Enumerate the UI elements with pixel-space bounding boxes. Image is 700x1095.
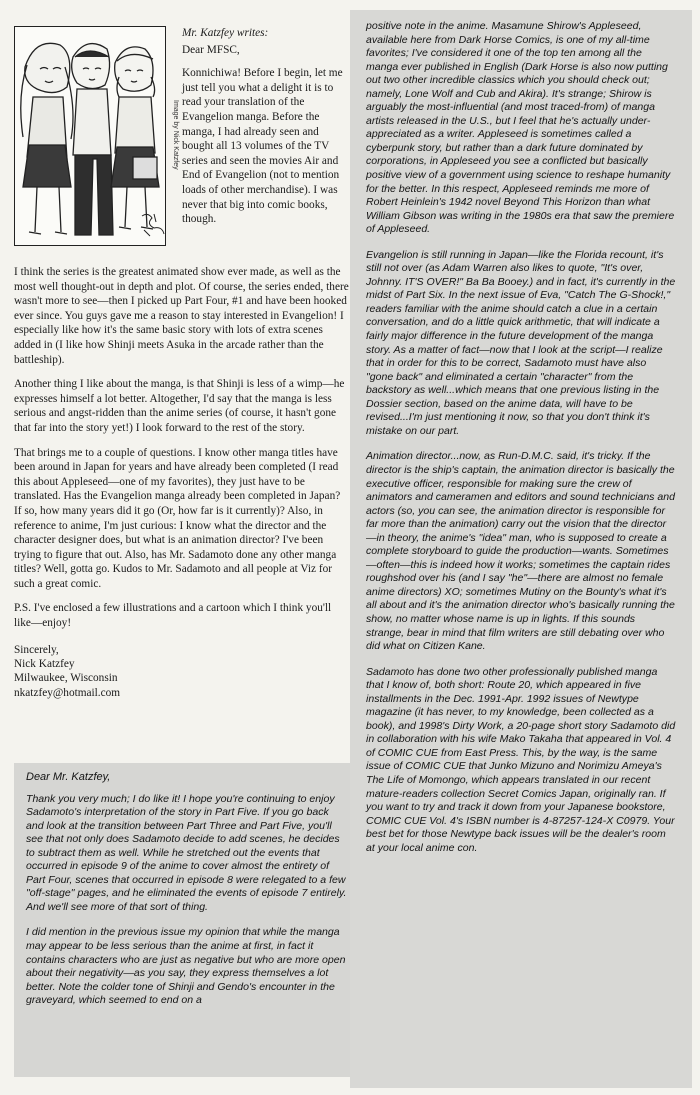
- letter-author-email: nkatzfey@hotmail.com: [14, 686, 121, 699]
- letter-byline: Mr. Katzfey writes:: [182, 27, 269, 39]
- editor-reply-right: [350, 10, 692, 1088]
- letter-closing: Sincerely,: [14, 643, 59, 656]
- reply-paragraph: I did mention in the previous issue my opinion that while the manga may appear to be less serious than the anime at first, in fact it contains characters who are just as negative but who are more open about their negativity—as you say, they express themselves a lot better. Note the colder tone of Shinji and Gendo's encounter in the graveyard, which seemed to end on a: [26, 926, 346, 1007]
- letter-salutation: Dear MFSC,: [182, 43, 240, 56]
- letter-author-name: Nick Katzfey: [14, 658, 75, 671]
- letter-intro-paragraph: Konnichiwa! Before I begin, let me just tell you what a delight it is to read your translation of the Evangelion manga. Before the manga, I had already seen and bought all 13 volumes of the TV series and seen the movies Air and End of Evangelion (not to mention loads of other merchandise). I was never that big into comic books, though.: [182, 67, 343, 226]
- letter-author-location: Milwaukee, Wisconsin: [14, 672, 118, 685]
- illustration-credit: Image by Nick Katzfey: [172, 100, 179, 170]
- reply-paragraph: Evangelion is still running in Japan—like the Florida recount, it's still not over (as Adam Warren also likes to quote, "It's over, Johnny. IT'S OVER!" Ba Ba Booey.) and in fact, it's currently in the midst of Part Six. In the next issue of Eva, "Catch The G-Shock!," readers familiar with the anime should catch a clue in a certain conversation, and do a little quick arithmetic, that will indicate a fairly major difference in the future development of the manga story. As a matter of fact—now that I look at the script—I realize that in order for this to be correct, Sadamoto must have also "gone back" and eliminated a certain "character" from the backstory as well...which means that one previous listing in the Dossier section, based on the anime data, will have to be revised...I'm just mentioning it now, so that you don't think it's mistake on our part.: [366, 248, 676, 437]
- letter-intro: [182, 26, 350, 227]
- reply-salutation: Dear Mr. Katzfey,: [26, 771, 111, 783]
- reply-paragraph: Animation director...now, as Run-D.M.C. said, it's tricky. If the director is the ship's captain, the animation director is basically the executive officer, responsible for making sure the crew of animators and cameramen and editors and sound technicians and actors (so, you can see, the animation director is responsible for far more than the animation) carry out the vision that the director—in theory, the anime's "idea" man, who is supposed to create a complete storyboard to guide the production—wants. Sometimes—often—this is indeed how it works; sometimes the captain rides roughshod over his (and I say "he"—there are almost no female anime directors) XO; sometimes Mutiny on the Bounty's what it's all about and it's the animation director who's basically running the show, no matter whose name is up in lights. If this sounds strange, bear in mind that film writers are still debating over who did what on Citizen Kane.: [366, 450, 675, 653]
- letter-body: [14, 265, 350, 700]
- letter-paragraph: I think the series is the greatest animated show ever made, as well as the most well thought-out in depth and plot. Of course, the series ended, there wasn't more to see—then I picked up Part Four, #1 and have been hooked ever since. You guys gave me a reason to stay interested in Evangelion! I especially like how it's the same basic story with lots of extra scenes added in (I like how Shinji meets Asuka in the arcade rather than the battleship).: [14, 266, 349, 366]
- letter-signature: [14, 643, 350, 701]
- letter-paragraph: That brings me to a couple of questions. I know other manga titles have been around in Japan for years and have already been completed (I read this about Appleseed—one of my favorites), they just have to be translated. Has the Evangelion manga already been completed in Japan? If so, how many years did it go (Or, how far is it currently)? Also, in reference to anime, I'm just curious: I know what the director and the character designer does, but what is an animation director? I've been trying to figure that out. Also, has Mr. Sadamoto done any other manga titles? Well, gotta go. Kudos to Mr. Sadamoto and all people at Viz for such a great comic.: [14, 446, 341, 590]
- letter-paragraph: Another thing I like about the manga, is that Shinji is less of a wimp—he expresses himself a lot better. Altogether, I'd say that the manga is less serious and angst-ridden than the anime series (of course, it hasn't gone that far into the story yet!) I look forward to the rest of the story.: [14, 378, 345, 434]
- letter-postscript: P.S. I've enclosed a few illustrations and a cartoon which I think you'll like—enjoy!: [14, 602, 332, 630]
- reply-paragraph: Sadamoto has done two other professionally published manga that I know of, both short: Route 20, which appeared in five installments in the Dec. 1991-Apr. 1992 issues of Newtype magazine (it has never, to my knowledge, been collected as a book), and 1998's Dirty Work, a 20-page short story Sadamoto did in collaboration with his wife Mako Takaha that appeared in Vol. 4 of COMIC CUE from East Press. This, by the way, is the same issue of COMIC CUE that Junko Mizuno and Norimizu Ameya's The Life of Momongo, which appears translated in our recent mature-readers collection Secret Comics Japan, originally ran. If you want to try and track it down from your Japanese bookstore, COMIC CUE Vol. 4's ISBN number is 4-87257-124-X C0979. Your best bet for those Newtype back issues will be the dealer's room at your local anime con.: [366, 665, 676, 854]
- editor-reply-left: [14, 763, 356, 1077]
- reply-paragraph: positive note in the anime. Masamune Shirow's Appleseed, available here from Dark Horse Comics, is one of my all-time favorites; I've considered it one of the top ten among all the manga ever published in English (Dark Horse is also now putting out two other incredible classics which you should check out; namely, Lone Wolf and Cub and Akira). It's strange; Shirow is arguably the most-influential (and most traced-from) of manga artists released in the U.S., but I feel that he's actually under-appreciated as a writer. Appleseed is sometimes called a cyberpunk story, but rather than a dark future dominated by corporations, in Appleseed you see a conflicted but basically positive view of a government using science to reshape humanity for the better. In this respect, Appleseed reminds me more of Robert Heinlein's 1942 novel Beyond This Horizon than what William Gibson was writing in the 1980s era that saw the premiere of Appleseed.: [366, 20, 675, 236]
- artist-signature: [140, 210, 166, 240]
- reply-paragraph: Thank you very much; I do like it! I hope you're continuing to enjoy Sadamoto's interpretation of the story in Part Five. If you go back and look at the transition between Part Three and Part Five, you'll see that not only does Sadamoto decide to add scenes, he decides to subtract them as well. While he stretched out the events that occurred in episode 9 of the anime to cover almost the entirety of Part Four, scenes that occurred in episode 8 were relegated to a few "off-stage" pages, and he eliminated the events of episode 7 entirely. And we'll see more of that sort of thing.: [26, 792, 347, 913]
